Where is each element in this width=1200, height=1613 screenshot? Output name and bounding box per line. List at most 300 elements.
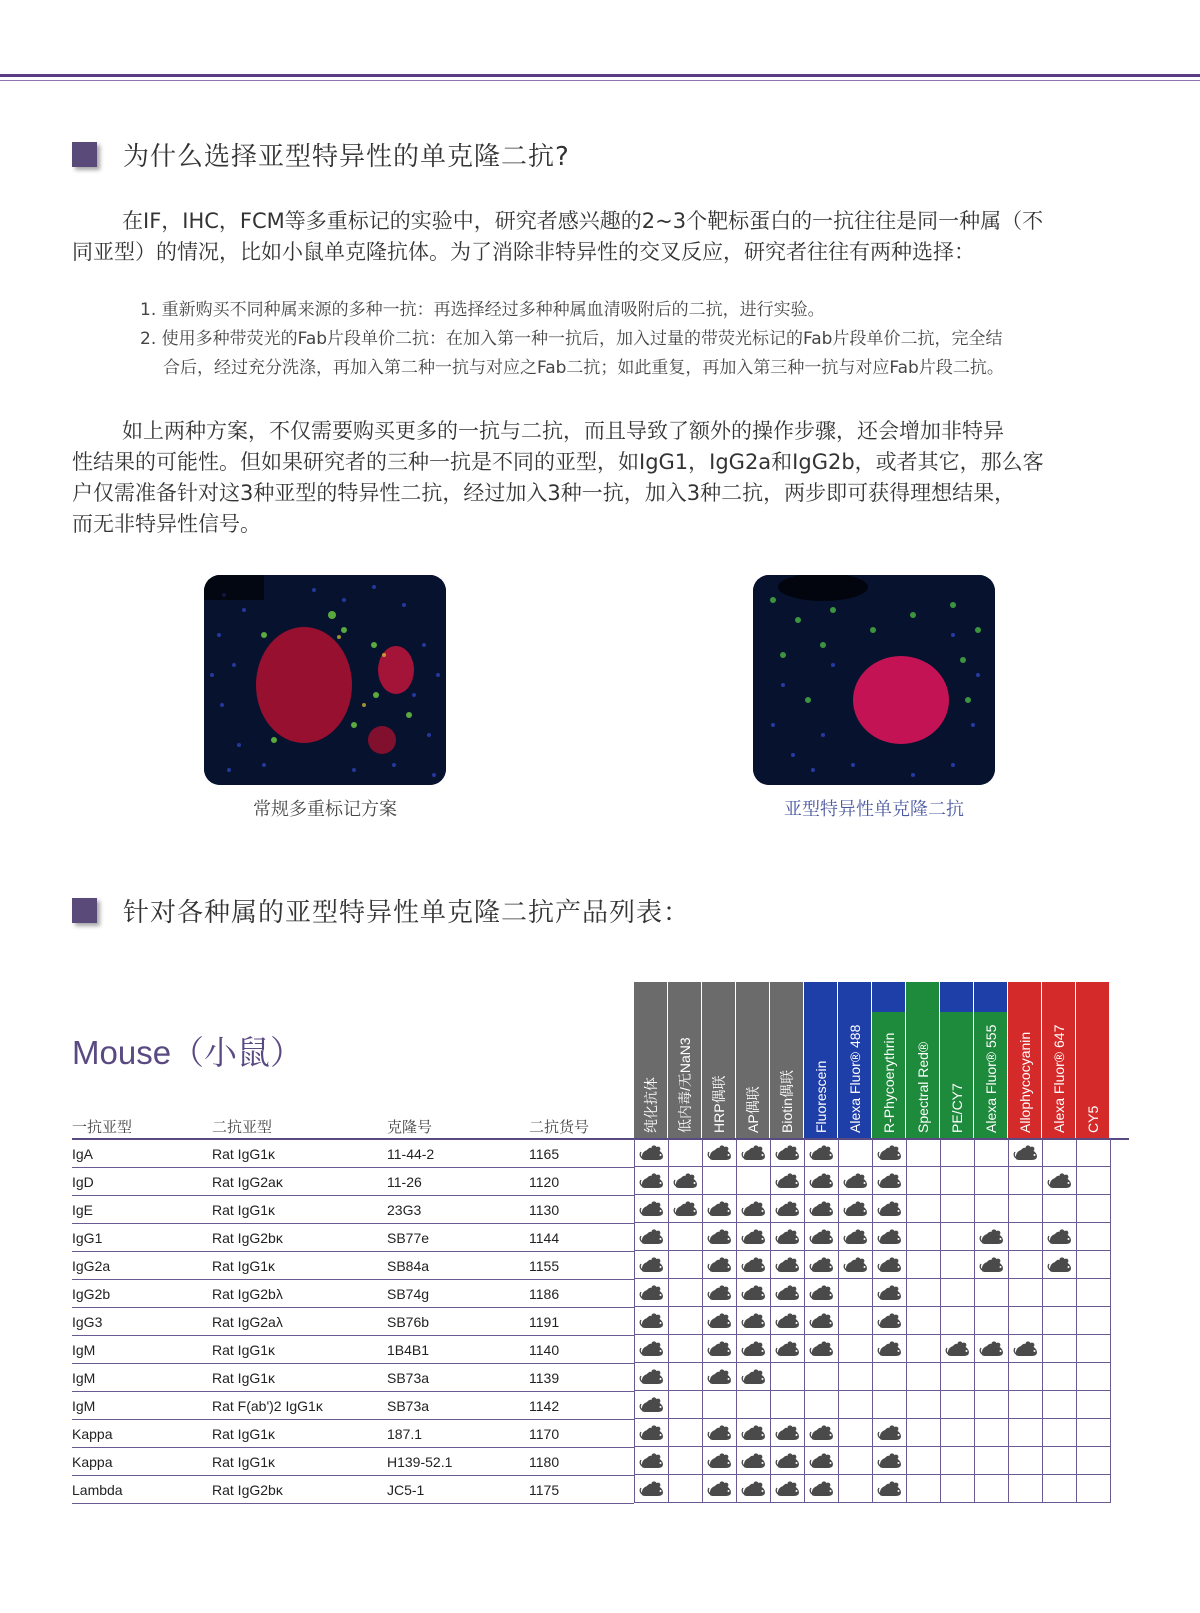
catalog-number-cell: 1130 bbox=[529, 1201, 560, 1218]
availability-cell bbox=[1009, 1279, 1043, 1306]
availability-cell bbox=[771, 1475, 805, 1502]
clone-cell: SB74g bbox=[387, 1285, 430, 1302]
availability-cell bbox=[873, 1167, 907, 1194]
availability-cell bbox=[873, 1475, 907, 1502]
mouse-icon bbox=[775, 1311, 801, 1331]
mouse-icon bbox=[979, 1227, 1005, 1247]
availability-cell bbox=[737, 1363, 771, 1390]
clone-cell: H139-52.1 bbox=[387, 1453, 453, 1470]
availability-cell bbox=[873, 1279, 907, 1306]
availability-cell bbox=[1009, 1447, 1043, 1474]
availability-cell bbox=[907, 1363, 941, 1390]
catalog-number-cell: 1180 bbox=[529, 1453, 560, 1470]
availability-cell bbox=[907, 1475, 941, 1502]
mouse-icon bbox=[741, 1339, 767, 1359]
availability-cell bbox=[669, 1419, 703, 1446]
mouse-icon bbox=[639, 1423, 665, 1443]
primary-isotype-cell: IgE bbox=[72, 1201, 94, 1218]
primary-isotype-cell: Lambda bbox=[72, 1481, 123, 1498]
availability-cell bbox=[839, 1335, 873, 1362]
availability-cell bbox=[873, 1363, 907, 1390]
availability-row bbox=[635, 1307, 1111, 1335]
mouse-icon bbox=[809, 1451, 835, 1471]
availability-cell bbox=[1077, 1419, 1111, 1446]
mouse-icon bbox=[843, 1199, 869, 1219]
mouse-icon bbox=[809, 1311, 835, 1331]
mouse-icon bbox=[741, 1451, 767, 1471]
availability-row bbox=[635, 1391, 1111, 1419]
conjugate-header bbox=[702, 982, 736, 1139]
availability-cell bbox=[873, 1307, 907, 1334]
availability-cell bbox=[941, 1195, 975, 1222]
catalog-number-cell: 1186 bbox=[529, 1285, 560, 1302]
availability-cell bbox=[1043, 1363, 1077, 1390]
conjugate-header-band bbox=[634, 982, 667, 1012]
mouse-icon bbox=[775, 1227, 801, 1247]
mouse-icon bbox=[809, 1199, 835, 1219]
conjugate-header-label: Biotin偶联 bbox=[778, 1069, 795, 1133]
availability-cell bbox=[805, 1475, 839, 1502]
availability-cell bbox=[635, 1475, 669, 1502]
availability-cell bbox=[975, 1251, 1009, 1278]
availability-cell bbox=[907, 1279, 941, 1306]
mouse-icon bbox=[741, 1311, 767, 1331]
availability-cell bbox=[975, 1419, 1009, 1446]
conjugate-header-label: Fluorescein bbox=[812, 1060, 829, 1133]
availability-cell bbox=[771, 1139, 805, 1166]
conjugate-header-band bbox=[1042, 982, 1075, 1012]
mouse-icon bbox=[639, 1283, 665, 1303]
clone-cell: JC5-1 bbox=[387, 1481, 425, 1498]
mouse-icon bbox=[707, 1451, 733, 1471]
availability-cell bbox=[873, 1391, 907, 1418]
availability-cell bbox=[1077, 1307, 1111, 1334]
conjugate-header-label: HRP偶联 bbox=[710, 1075, 727, 1133]
mouse-icon bbox=[639, 1171, 665, 1191]
catalog-number-cell: 1155 bbox=[529, 1257, 560, 1274]
secondary-isotype-cell: Rat IgG2bκ bbox=[212, 1481, 283, 1498]
availability-cell bbox=[1009, 1419, 1043, 1446]
availability-cell bbox=[1009, 1391, 1043, 1418]
conjugate-header bbox=[838, 982, 872, 1139]
availability-cell bbox=[703, 1363, 737, 1390]
availability-cell bbox=[737, 1475, 771, 1502]
mouse-icon bbox=[877, 1311, 903, 1331]
mouse-icon bbox=[809, 1255, 835, 1275]
mouse-icon bbox=[1013, 1339, 1039, 1359]
mouse-icon bbox=[639, 1479, 665, 1499]
availability-cell bbox=[703, 1251, 737, 1278]
primary-isotype-cell: Kappa bbox=[72, 1453, 113, 1470]
availability-cell bbox=[1043, 1167, 1077, 1194]
primary-isotype-cell: IgM bbox=[72, 1341, 96, 1358]
mouse-icon bbox=[809, 1339, 835, 1359]
availability-cell bbox=[771, 1447, 805, 1474]
availability-cell bbox=[703, 1223, 737, 1250]
availability-cell bbox=[805, 1223, 839, 1250]
mouse-icon bbox=[741, 1255, 767, 1275]
table-row bbox=[72, 1224, 634, 1252]
availability-cell bbox=[941, 1223, 975, 1250]
availability-row bbox=[635, 1167, 1111, 1195]
availability-cell bbox=[771, 1167, 805, 1194]
mouse-icon bbox=[707, 1339, 733, 1359]
availability-cell bbox=[941, 1167, 975, 1194]
availability-cell bbox=[1009, 1475, 1043, 1502]
intro-paragraph bbox=[72, 206, 1132, 268]
availability-cell bbox=[703, 1279, 737, 1306]
availability-cell bbox=[1043, 1419, 1077, 1446]
mouse-icon bbox=[775, 1199, 801, 1219]
availability-cell bbox=[635, 1335, 669, 1362]
availability-cell bbox=[669, 1139, 703, 1166]
availability-cell bbox=[1009, 1363, 1043, 1390]
catalog-number-cell: 1120 bbox=[529, 1173, 560, 1190]
conjugate-header bbox=[974, 982, 1008, 1139]
conjugate-header-band bbox=[1008, 982, 1041, 1012]
availability-cell bbox=[873, 1447, 907, 1474]
availability-row bbox=[635, 1223, 1111, 1251]
availability-cell bbox=[839, 1419, 873, 1446]
availability-cell bbox=[941, 1307, 975, 1334]
availability-cell bbox=[975, 1335, 1009, 1362]
availability-cell bbox=[635, 1279, 669, 1306]
availability-cell bbox=[669, 1475, 703, 1502]
conjugate-header-band bbox=[770, 982, 803, 1012]
availability-cell bbox=[907, 1335, 941, 1362]
availability-cell bbox=[669, 1307, 703, 1334]
paragraph-line: 户仅需准备针对这3种亚型的特异性二抗，经过加入3种一抗，加入3种二抗，两步即可获得理想结果， bbox=[72, 481, 1016, 505]
secondary-isotype-cell: Rat IgG2aλ bbox=[212, 1313, 283, 1330]
availability-cell bbox=[975, 1447, 1009, 1474]
table-row bbox=[72, 1308, 634, 1336]
primary-isotype-cell: IgM bbox=[72, 1397, 96, 1414]
availability-cell bbox=[635, 1307, 669, 1334]
availability-cell bbox=[771, 1251, 805, 1278]
catalog-number-cell: 1140 bbox=[529, 1341, 560, 1358]
availability-cell bbox=[635, 1195, 669, 1222]
secondary-isotype-cell: Rat IgG1κ bbox=[212, 1425, 276, 1442]
primary-isotype-cell: IgG2b bbox=[72, 1285, 111, 1302]
availability-cell bbox=[737, 1391, 771, 1418]
mouse-icon bbox=[639, 1143, 665, 1163]
availability-row bbox=[635, 1195, 1111, 1223]
heading-square-icon bbox=[72, 142, 97, 167]
paragraph-line: 性结果的可能性。但如果研究者的三种一抗是不同的亚型，如IgG1，IgG2a和IgG2b，或者其它，那么客 bbox=[72, 450, 1044, 474]
mouse-icon bbox=[877, 1171, 903, 1191]
availability-cell bbox=[1009, 1335, 1043, 1362]
mouse-icon bbox=[639, 1227, 665, 1247]
mouse-icon bbox=[741, 1479, 767, 1499]
mouse-icon bbox=[639, 1367, 665, 1387]
availability-row bbox=[635, 1335, 1111, 1363]
availability-cell bbox=[703, 1447, 737, 1474]
availability-cell bbox=[975, 1167, 1009, 1194]
availability-cell bbox=[941, 1419, 975, 1446]
micrograph-conventional-image bbox=[204, 575, 446, 785]
catalog-number-cell: 1170 bbox=[529, 1425, 560, 1442]
clone-cell: 23G3 bbox=[387, 1201, 422, 1218]
conjugate-header-band bbox=[940, 982, 973, 1012]
conjugate-header bbox=[668, 982, 702, 1139]
availability-cell bbox=[839, 1363, 873, 1390]
availability-cell bbox=[1043, 1139, 1077, 1166]
availability-cell bbox=[975, 1307, 1009, 1334]
mouse-icon bbox=[843, 1255, 869, 1275]
availability-cell bbox=[907, 1391, 941, 1418]
availability-cell bbox=[635, 1419, 669, 1446]
mouse-icon bbox=[673, 1171, 699, 1191]
mouse-icon bbox=[979, 1339, 1005, 1359]
conjugate-header-band bbox=[702, 982, 735, 1012]
availability-cell bbox=[737, 1223, 771, 1250]
availability-cell bbox=[1077, 1335, 1111, 1362]
mouse-icon bbox=[775, 1283, 801, 1303]
availability-cell bbox=[1077, 1139, 1111, 1166]
availability-cell bbox=[873, 1251, 907, 1278]
availability-cell bbox=[941, 1335, 975, 1362]
clone-cell: SB73a bbox=[387, 1369, 430, 1386]
conclusion-paragraph bbox=[72, 416, 1132, 540]
micrograph-subtype-specific bbox=[753, 575, 995, 785]
availability-cell bbox=[669, 1335, 703, 1362]
mouse-icon bbox=[639, 1451, 665, 1471]
conjugate-header bbox=[1042, 982, 1076, 1139]
mouse-icon bbox=[877, 1451, 903, 1471]
conjugate-header-band bbox=[1076, 982, 1109, 1012]
mouse-icon bbox=[877, 1479, 903, 1499]
availability-cell bbox=[703, 1335, 737, 1362]
secondary-isotype-cell: Rat IgG1κ bbox=[212, 1145, 276, 1162]
availability-cell bbox=[805, 1139, 839, 1166]
mouse-icon bbox=[707, 1255, 733, 1275]
availability-cell bbox=[839, 1251, 873, 1278]
conjugate-header-label: 纯化抗体 bbox=[642, 1077, 659, 1133]
catalog-number-cell: 1175 bbox=[529, 1481, 560, 1498]
mouse-icon bbox=[775, 1479, 801, 1499]
mouse-icon bbox=[639, 1255, 665, 1275]
availability-cell bbox=[839, 1447, 873, 1474]
conjugate-header-label: Alexa Fluor® 647 bbox=[1050, 1024, 1067, 1133]
availability-cell bbox=[737, 1335, 771, 1362]
availability-cell bbox=[1043, 1307, 1077, 1334]
availability-cell bbox=[771, 1279, 805, 1306]
availability-cell bbox=[873, 1139, 907, 1166]
clone-cell: 11-26 bbox=[387, 1173, 422, 1190]
list-item-continuation: 合后，经过充分洗涤，再加入第二种一抗与对应之Fab二抗；如此重复，再加入第三种一抗与对应Fab片段二抗。 bbox=[163, 358, 1004, 378]
mouse-icon bbox=[877, 1423, 903, 1443]
mouse-icon bbox=[877, 1227, 903, 1247]
mouse-icon bbox=[1047, 1171, 1073, 1191]
availability-cell bbox=[941, 1363, 975, 1390]
conjugate-header-band bbox=[872, 982, 905, 1012]
table-row bbox=[72, 1392, 634, 1420]
section-title: 为什么选择亚型特异性的单克隆二抗? bbox=[123, 142, 570, 172]
availability-cell bbox=[839, 1475, 873, 1502]
mouse-icon bbox=[707, 1367, 733, 1387]
availability-cell bbox=[1009, 1223, 1043, 1250]
availability-cell bbox=[805, 1167, 839, 1194]
availability-cell bbox=[703, 1167, 737, 1194]
availability-cell bbox=[1077, 1363, 1111, 1390]
availability-cell bbox=[669, 1279, 703, 1306]
availability-cell bbox=[839, 1307, 873, 1334]
product-table-left bbox=[72, 1140, 634, 1504]
column-header-secondary: 二抗亚型 bbox=[212, 1118, 273, 1136]
availability-cell bbox=[907, 1307, 941, 1334]
availability-cell bbox=[1043, 1251, 1077, 1278]
availability-cell bbox=[771, 1195, 805, 1222]
availability-cell bbox=[1077, 1195, 1111, 1222]
availability-cell bbox=[1077, 1167, 1111, 1194]
conjugate-header bbox=[872, 982, 906, 1139]
list-item: 1. 重新购买不同种属来源的多种一抗：再选择经过多种种属血清吸附后的二抗，进行实验。 bbox=[140, 300, 825, 320]
availability-cell bbox=[669, 1223, 703, 1250]
availability-cell bbox=[1009, 1195, 1043, 1222]
table-row bbox=[72, 1196, 634, 1224]
availability-cell bbox=[1043, 1447, 1077, 1474]
availability-cell bbox=[771, 1419, 805, 1446]
table-row bbox=[72, 1140, 634, 1168]
availability-cell bbox=[873, 1195, 907, 1222]
availability-cell bbox=[907, 1195, 941, 1222]
mouse-icon bbox=[945, 1339, 971, 1359]
availability-cell bbox=[975, 1139, 1009, 1166]
mouse-icon bbox=[877, 1143, 903, 1163]
availability-row bbox=[635, 1139, 1111, 1167]
availability-cell bbox=[737, 1167, 771, 1194]
conjugate-header-label: Allophycocyanin bbox=[1016, 1031, 1033, 1133]
availability-cell bbox=[907, 1223, 941, 1250]
availability-row bbox=[635, 1447, 1111, 1475]
availability-cell bbox=[805, 1363, 839, 1390]
primary-isotype-cell: IgA bbox=[72, 1145, 94, 1162]
table-row bbox=[72, 1252, 634, 1280]
section-title: 针对各种属的亚型特异性单克隆二抗产品列表： bbox=[123, 898, 691, 928]
mouse-icon bbox=[1047, 1227, 1073, 1247]
conjugate-header-band bbox=[974, 982, 1007, 1012]
availability-cell bbox=[941, 1139, 975, 1166]
availability-cell bbox=[1009, 1251, 1043, 1278]
secondary-isotype-cell: Rat IgG1κ bbox=[212, 1453, 276, 1470]
availability-cell bbox=[669, 1195, 703, 1222]
availability-cell bbox=[1043, 1223, 1077, 1250]
column-header-catalog: 二抗货号 bbox=[529, 1118, 590, 1136]
availability-cell bbox=[737, 1419, 771, 1446]
heading-square-icon bbox=[72, 898, 97, 923]
clone-cell: 187.1 bbox=[387, 1425, 423, 1442]
availability-row bbox=[635, 1363, 1111, 1391]
availability-cell bbox=[907, 1419, 941, 1446]
availability-cell bbox=[1043, 1195, 1077, 1222]
section-heading-product-list bbox=[72, 892, 690, 929]
mouse-icon bbox=[877, 1199, 903, 1219]
availability-cell bbox=[805, 1279, 839, 1306]
availability-cell bbox=[805, 1447, 839, 1474]
catalog-number-cell: 1139 bbox=[529, 1369, 560, 1386]
availability-cell bbox=[805, 1335, 839, 1362]
mouse-icon bbox=[809, 1283, 835, 1303]
availability-cell bbox=[839, 1279, 873, 1306]
secondary-isotype-cell: Rat IgG1κ bbox=[212, 1341, 276, 1358]
mouse-icon bbox=[707, 1479, 733, 1499]
table-row bbox=[72, 1448, 634, 1476]
list-item: 2. 使用多种带荧光的Fab片段单价二抗：在加入第一种一抗后，加入过量的带荧光标记的Fab片段单价二抗，完全结 bbox=[140, 329, 1003, 349]
clone-cell: SB77e bbox=[387, 1229, 430, 1246]
table-row bbox=[72, 1364, 634, 1392]
primary-isotype-cell: IgG1 bbox=[72, 1229, 103, 1246]
catalog-number-cell: 1142 bbox=[529, 1397, 560, 1414]
mouse-icon bbox=[741, 1367, 767, 1387]
mouse-icon bbox=[775, 1451, 801, 1471]
mouse-icon bbox=[775, 1255, 801, 1275]
conjugate-header bbox=[634, 982, 668, 1139]
secondary-isotype-cell: Rat IgG1κ bbox=[212, 1201, 276, 1218]
availability-cell bbox=[941, 1279, 975, 1306]
availability-cell bbox=[669, 1251, 703, 1278]
mouse-icon bbox=[877, 1339, 903, 1359]
availability-cell bbox=[669, 1447, 703, 1474]
availability-cell bbox=[703, 1307, 737, 1334]
availability-cell bbox=[975, 1223, 1009, 1250]
availability-cell bbox=[635, 1223, 669, 1250]
table-row bbox=[72, 1420, 634, 1448]
mouse-icon bbox=[809, 1423, 835, 1443]
availability-cell bbox=[805, 1307, 839, 1334]
availability-cell bbox=[737, 1307, 771, 1334]
availability-cell bbox=[1043, 1279, 1077, 1306]
mouse-icon bbox=[707, 1311, 733, 1331]
availability-cell bbox=[907, 1167, 941, 1194]
table-row bbox=[72, 1280, 634, 1308]
availability-cell bbox=[771, 1307, 805, 1334]
primary-isotype-cell: IgG2a bbox=[72, 1257, 111, 1274]
mouse-icon bbox=[707, 1423, 733, 1443]
primary-isotype-cell: IgG3 bbox=[72, 1313, 103, 1330]
availability-cell bbox=[941, 1391, 975, 1418]
primary-isotype-cell: Kappa bbox=[72, 1425, 113, 1442]
availability-cell bbox=[635, 1447, 669, 1474]
availability-cell bbox=[839, 1139, 873, 1166]
top-rule bbox=[0, 74, 1200, 84]
secondary-isotype-cell: Rat IgG2aκ bbox=[212, 1173, 283, 1190]
mouse-icon bbox=[639, 1339, 665, 1359]
conjugate-header-label: CY5 bbox=[1084, 1105, 1101, 1133]
availability-cell bbox=[941, 1447, 975, 1474]
availability-cell bbox=[907, 1139, 941, 1166]
paragraph-line: 在IF，IHC，FCM等多重标记的实验中，研究者感兴趣的2~3个靶标蛋白的一抗往往是同一种属（不 bbox=[122, 209, 1044, 233]
conjugate-header-band bbox=[838, 982, 871, 1012]
availability-cell bbox=[703, 1475, 737, 1502]
availability-cell bbox=[737, 1279, 771, 1306]
availability-cell bbox=[1009, 1167, 1043, 1194]
caption-left: 常规多重标记方案 bbox=[253, 799, 397, 820]
conjugate-header-label: R-Phycoerythrin bbox=[880, 1032, 897, 1133]
secondary-isotype-cell: Rat IgG2bλ bbox=[212, 1285, 283, 1302]
availability-cell bbox=[839, 1167, 873, 1194]
availability-cell bbox=[805, 1251, 839, 1278]
mouse-icon bbox=[707, 1143, 733, 1163]
mouse-icon bbox=[741, 1143, 767, 1163]
clone-cell: SB73a bbox=[387, 1397, 430, 1414]
clone-cell: 1B4B1 bbox=[387, 1341, 430, 1358]
availability-cell bbox=[975, 1475, 1009, 1502]
availability-cell bbox=[1009, 1307, 1043, 1334]
mouse-icon bbox=[809, 1479, 835, 1499]
clone-cell: SB76b bbox=[387, 1313, 430, 1330]
availability-cell bbox=[635, 1167, 669, 1194]
availability-cell bbox=[1077, 1475, 1111, 1502]
